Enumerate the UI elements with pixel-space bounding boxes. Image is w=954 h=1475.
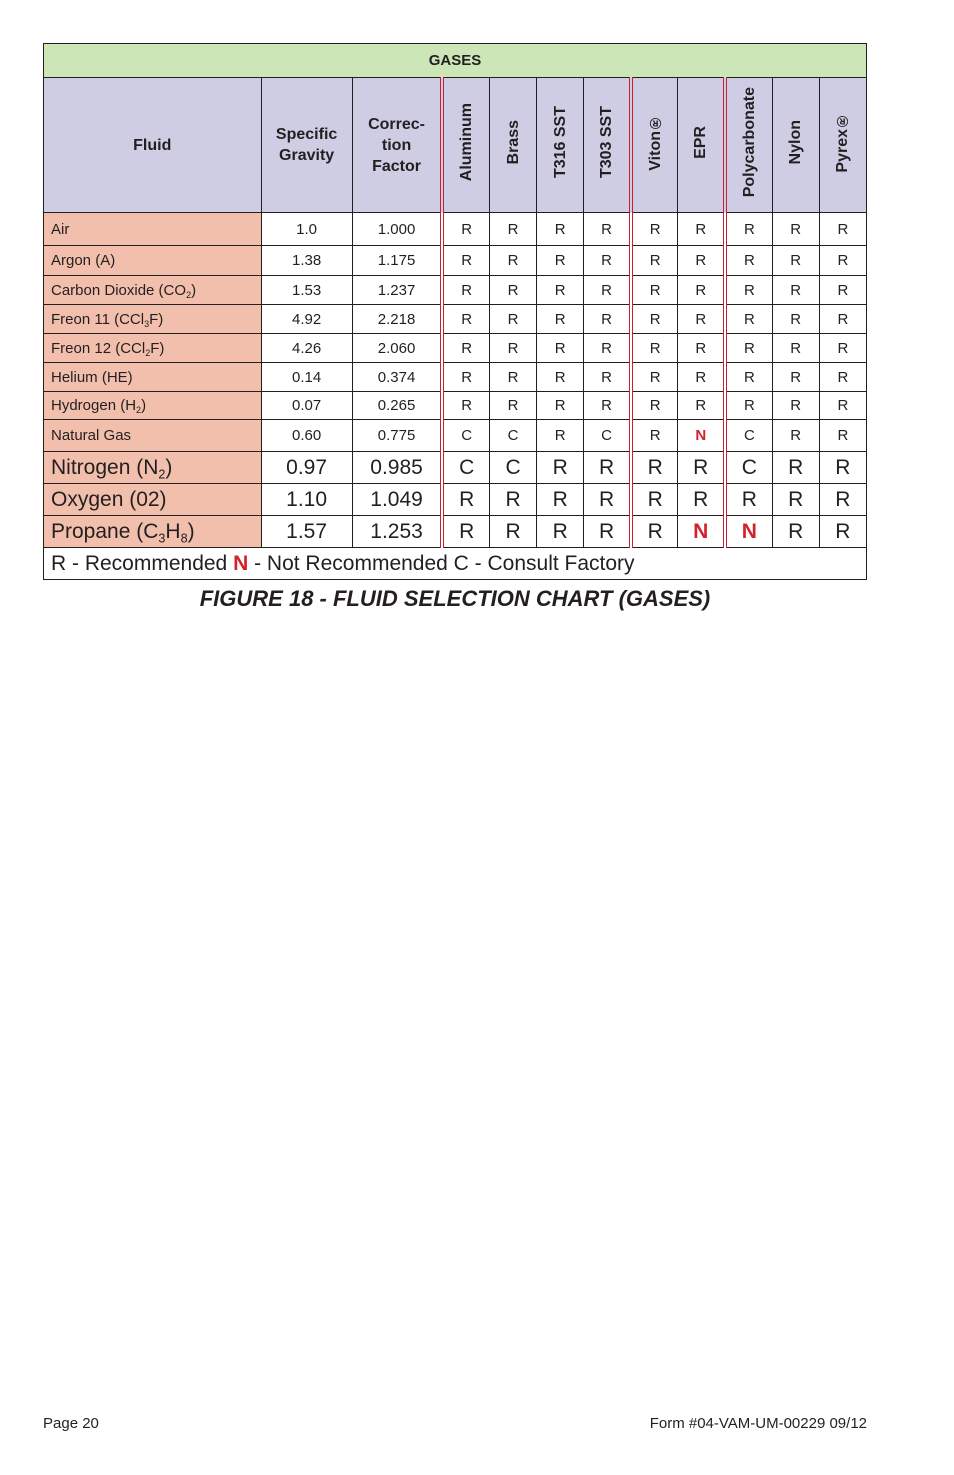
specific-gravity: 1.0 [261,213,352,246]
compatibility-rating: R [772,452,819,484]
header-material [490,78,537,213]
compatibility-rating: R [772,484,819,516]
correction-factor: 0.985 [352,452,442,484]
compatibility-rating: R [631,452,678,484]
compatibility-rating: C [490,420,537,452]
compatibility-rating: R [819,484,866,516]
fluid-name: Argon (A) [44,246,262,276]
compatibility-rating: R [819,516,866,548]
header-specific-gravity [261,78,352,213]
header-sg-line1: Specific [275,126,338,143]
compatibility-rating: R [537,334,584,363]
fluid-name: Oxygen (02) [44,484,262,516]
compatibility-rating: R [725,392,772,420]
compatibility-rating: R [537,305,584,334]
compatibility-rating: R [490,516,537,548]
compatibility-rating: N [725,516,772,548]
compatibility-rating: R [537,516,584,548]
compatibility-rating: R [678,276,725,305]
compatibility-rating: R [725,305,772,334]
compatibility-rating: R [442,484,489,516]
compatibility-rating: R [584,246,631,276]
compatibility-rating: R [725,246,772,276]
compatibility-rating: R [772,334,819,363]
compatibility-rating: R [819,452,866,484]
table-row [44,246,867,276]
compatibility-rating: R [442,276,489,305]
compatibility-rating: R [819,213,866,246]
fluid-name: Hydrogen $(H_2)$ [44,392,262,420]
header-material-label: T316 SST [551,105,569,179]
table-row [44,392,867,420]
compatibility-rating: R [678,392,725,420]
header-material [725,78,772,213]
compatibility-rating: R [537,213,584,246]
compatibility-rating: R [631,213,678,246]
compatibility-rating: R [490,392,537,420]
header-material-label: EPR [692,125,710,159]
compatibility-rating: R [537,363,584,392]
compatibility-rating: R [725,213,772,246]
fluid-name: Helium (HE) [44,363,262,392]
correction-factor: 2.218 [352,305,442,334]
compatibility-rating: C [725,420,772,452]
header-cf-line3: Factor [372,157,421,175]
header-material-label: Polycarbonate [740,86,758,198]
header-fluid: Fluid [44,78,262,213]
header-material [678,78,725,213]
compatibility-rating: R [678,246,725,276]
compatibility-rating: R [584,276,631,305]
header-material [537,78,584,213]
compatibility-rating: R [537,392,584,420]
correction-factor: 1.049 [352,484,442,516]
page-number: Page 20 [43,1415,99,1432]
specific-gravity: 4.26 [261,334,352,363]
compatibility-rating: R [490,246,537,276]
figure-caption: FIGURE 18 - FLUID SELECTION CHART (GASES) [199,586,711,611]
compatibility-rating: R [584,334,631,363]
header-material-label: Pyrex® [834,111,852,173]
header-material-label: Aluminum [458,102,476,182]
header-cf-line2: tion [381,136,412,154]
form-number: Form #04-VAM-UM-00229 09/12 [649,1415,867,1432]
compatibility-rating: R [631,392,678,420]
correction-factor: 1.237 [352,276,442,305]
compatibility-rating: R [584,484,631,516]
correction-factor: 1.175 [352,246,442,276]
table-title: GASES [44,44,867,78]
compatibility-rating: R [584,213,631,246]
compatibility-rating: R [442,334,489,363]
header-material [584,78,631,213]
specific-gravity: 0.14 [261,363,352,392]
table-row [44,484,867,516]
compatibility-rating: C [725,452,772,484]
compatibility-rating: R [584,363,631,392]
compatibility-rating: N [678,420,725,452]
compatibility-rating: R [442,305,489,334]
compatibility-rating: R [537,420,584,452]
fluid-name: Nitrogen $(N_2)$ [44,452,262,484]
table-row [44,334,867,363]
compatibility-rating: R [678,334,725,363]
compatibility-rating: R [537,452,584,484]
header-sg-line2: Gravity [279,147,335,164]
specific-gravity: 1.38 [261,246,352,276]
compatibility-rating: R [442,246,489,276]
compatibility-rating: R [631,363,678,392]
compatibility-rating: R [772,213,819,246]
compatibility-rating: R [725,484,772,516]
compatibility-rating: R [584,516,631,548]
compatibility-rating: R [442,516,489,548]
compatibility-rating: R [442,392,489,420]
compatibility-rating: R [772,363,819,392]
compatibility-rating: R [631,276,678,305]
specific-gravity: 0.60 [261,420,352,452]
compatibility-rating: R [819,392,866,420]
legend-recommended: R - Recommended [51,551,228,575]
compatibility-rating: R [819,363,866,392]
table-row [44,305,867,334]
compatibility-rating: R [537,246,584,276]
table-row [44,516,867,548]
fluid-name: Freon 11 (CCl$_3$F) [44,305,262,334]
compatibility-rating: C [584,420,631,452]
compatibility-rating: R [772,246,819,276]
compatibility-rating: C [442,420,489,452]
header-material [819,78,866,213]
compatibility-rating: R [631,246,678,276]
compatibility-rating: R [584,452,631,484]
correction-factor: 1.000 [352,213,442,246]
legend-rest: - Not Recommended C - Consult Factory [254,551,635,575]
header-material [631,78,678,213]
compatibility-rating: C [490,452,537,484]
header-material [772,78,819,213]
header-material [442,78,489,213]
compatibility-rating: N [678,516,725,548]
header-material-label: T303 SST [598,105,616,179]
header-material-label: Viton® [646,113,664,171]
table-row [44,363,867,392]
compatibility-rating: R [772,392,819,420]
compatibility-rating: R [631,420,678,452]
fluid-name: Carbon Dioxide $(CO_2)$ [44,276,262,305]
compatibility-rating: R [772,420,819,452]
compatibility-rating: R [537,484,584,516]
compatibility-rating: R [631,484,678,516]
correction-factor: 0.265 [352,392,442,420]
compatibility-rating: R [490,484,537,516]
compatibility-rating: R [584,392,631,420]
correction-factor: 0.775 [352,420,442,452]
fluid-name: Freon 12 (CCl$_2$F) [44,334,262,363]
compatibility-rating: R [678,363,725,392]
compatibility-rating: R [772,305,819,334]
fluid-name: Propane $(C_3H_8)$ [44,516,262,548]
legend-not-recommended-letter: N [233,551,249,575]
fluid-name: Natural Gas [44,420,262,452]
compatibility-rating: R [537,276,584,305]
correction-factor: 0.374 [352,363,442,392]
compatibility-rating: R [490,334,537,363]
compatibility-rating: R [725,363,772,392]
table-row [44,420,867,452]
compatibility-rating: R [819,305,866,334]
correction-factor: 2.060 [352,334,442,363]
compatibility-rating: R [490,363,537,392]
compatibility-rating: R [819,276,866,305]
compatibility-rating: R [772,516,819,548]
specific-gravity: 1.53 [261,276,352,305]
specific-gravity: 1.57 [261,516,352,548]
compatibility-rating: R [490,276,537,305]
compatibility-rating: R [631,516,678,548]
compatibility-rating: R [772,276,819,305]
table-row [44,276,867,305]
specific-gravity: 0.07 [261,392,352,420]
compatibility-rating: R [725,334,772,363]
legend [44,548,867,580]
header-cf-line1: Correc- [368,115,425,133]
compatibility-rating: R [678,305,725,334]
table-row [44,452,867,484]
header-material-label: Nylon [787,119,805,165]
compatibility-rating: R [819,334,866,363]
compatibility-rating: R [678,484,725,516]
compatibility-rating: R [819,420,866,452]
compatibility-rating: R [631,305,678,334]
compatibility-rating: R [442,213,489,246]
compatibility-rating: R [490,213,537,246]
compatibility-rating: R [490,305,537,334]
compatibility-rating: R [584,305,631,334]
correction-factor: 1.253 [352,516,442,548]
compatibility-rating: R [819,246,866,276]
header-correction-factor [352,78,442,213]
table-row [44,213,867,246]
fluid-selection-table [43,43,867,580]
compatibility-rating: R [631,334,678,363]
fluid-name: Air [44,213,262,246]
header-material-label: Brass [504,119,522,165]
specific-gravity: 4.92 [261,305,352,334]
compatibility-rating: R [678,213,725,246]
compatibility-rating: C [442,452,489,484]
specific-gravity: 1.10 [261,484,352,516]
compatibility-rating: R [442,363,489,392]
compatibility-rating: R [725,276,772,305]
specific-gravity: 0.97 [261,452,352,484]
compatibility-rating: R [678,452,725,484]
